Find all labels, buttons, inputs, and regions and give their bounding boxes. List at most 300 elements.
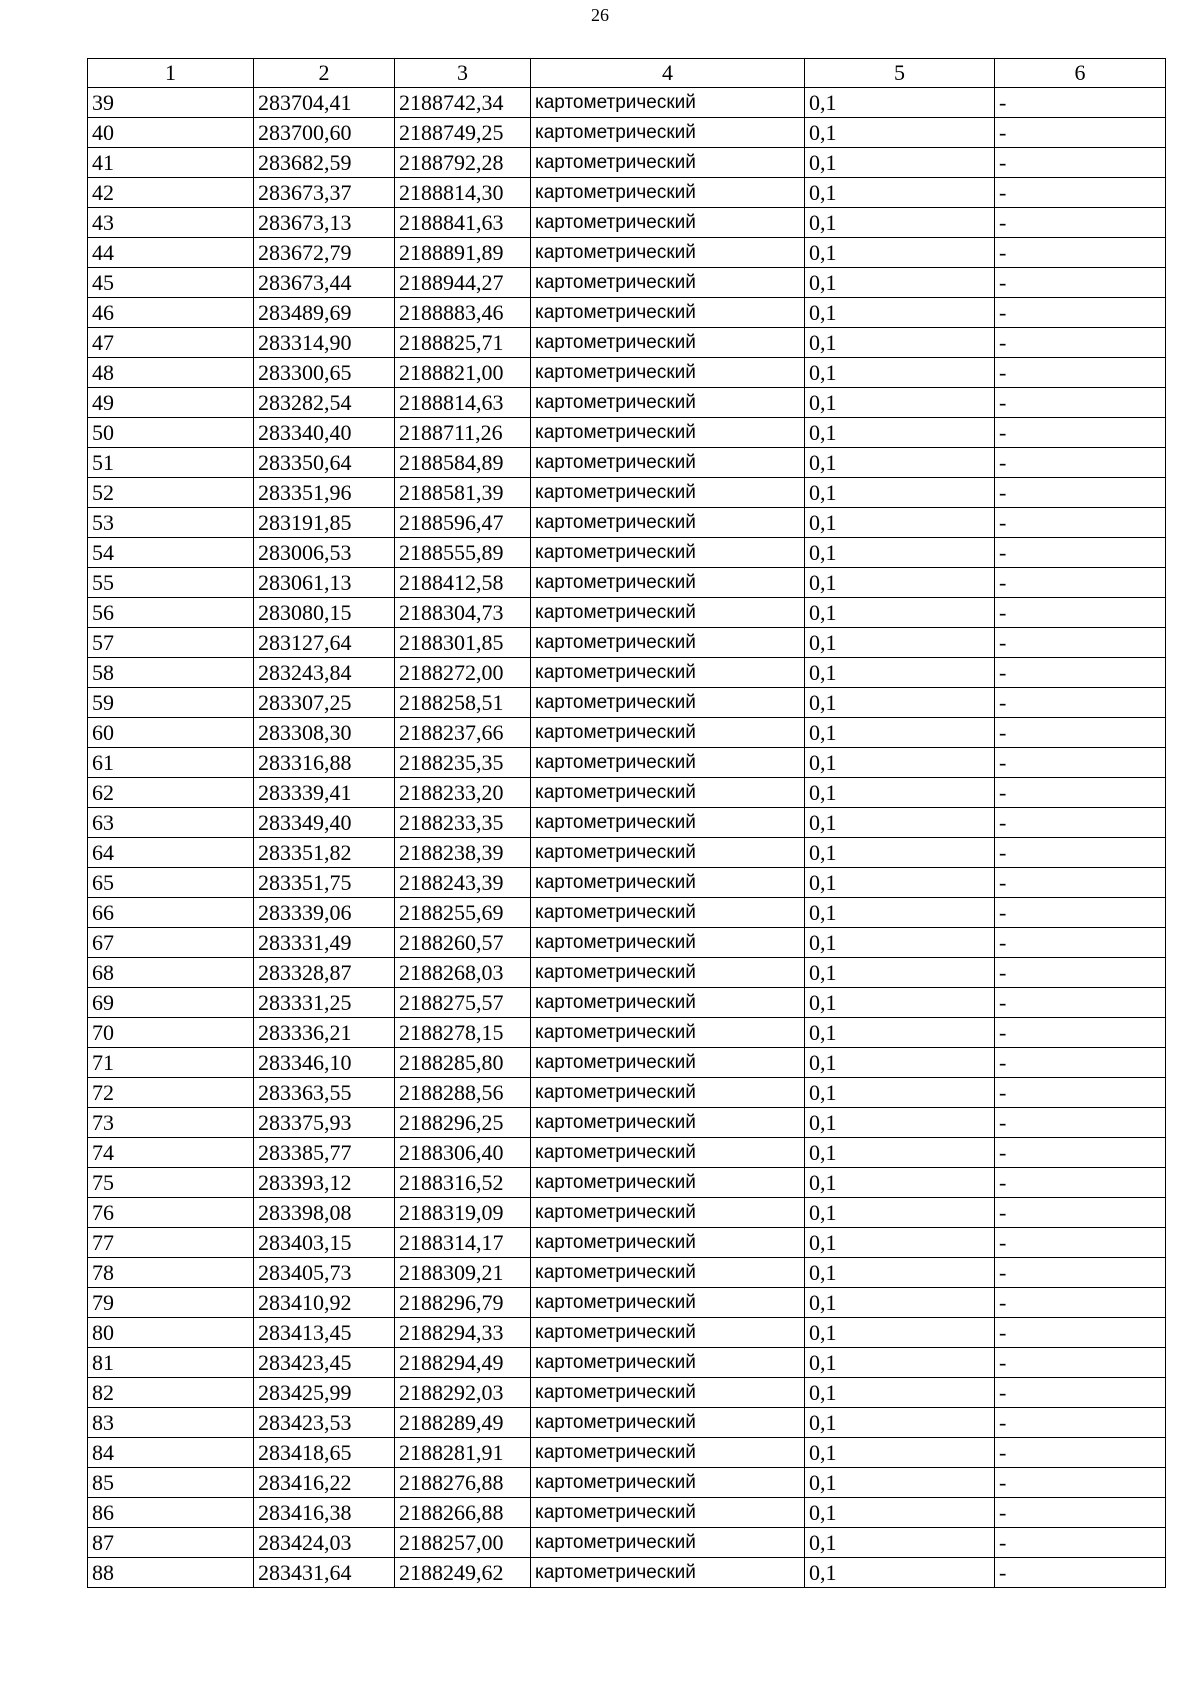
- cell-note: -: [995, 1048, 1166, 1078]
- cell-y-coordinate: 2188841,63: [395, 208, 531, 238]
- cell-point-number: 83: [88, 1408, 254, 1438]
- cell-accuracy: 0,1: [805, 1438, 995, 1468]
- cell-accuracy: 0,1: [805, 688, 995, 718]
- cell-accuracy: 0,1: [805, 988, 995, 1018]
- cell-y-coordinate: 2188243,39: [395, 868, 531, 898]
- cell-y-coordinate: 2188304,73: [395, 598, 531, 628]
- cell-point-number: 66: [88, 898, 254, 928]
- table-row: [88, 1138, 1166, 1168]
- cell-accuracy: 0,1: [805, 1108, 995, 1138]
- cell-note: -: [995, 1228, 1166, 1258]
- cell-x-coordinate: 283363,55: [254, 1078, 395, 1108]
- cell-x-coordinate: 283308,30: [254, 718, 395, 748]
- cell-x-coordinate: 283385,77: [254, 1138, 395, 1168]
- table-row: [88, 898, 1166, 928]
- cell-note: -: [995, 1258, 1166, 1288]
- cell-y-coordinate: 2188235,35: [395, 748, 531, 778]
- cell-note: -: [995, 1438, 1166, 1468]
- cell-method: картометрический: [531, 388, 805, 418]
- cell-method: картометрический: [531, 568, 805, 598]
- cell-y-coordinate: 2188296,79: [395, 1288, 531, 1318]
- cell-note: -: [995, 1498, 1166, 1528]
- cell-note: -: [995, 748, 1166, 778]
- cell-point-number: 69: [88, 988, 254, 1018]
- cell-accuracy: 0,1: [805, 208, 995, 238]
- cell-accuracy: 0,1: [805, 88, 995, 118]
- cell-x-coordinate: 283351,82: [254, 838, 395, 868]
- cell-method: картометрический: [531, 958, 805, 988]
- cell-method: картометрический: [531, 508, 805, 538]
- cell-method: картометрический: [531, 898, 805, 928]
- cell-x-coordinate: 283340,40: [254, 418, 395, 448]
- cell-point-number: 85: [88, 1468, 254, 1498]
- cell-note: -: [995, 988, 1166, 1018]
- cell-y-coordinate: 2188301,85: [395, 628, 531, 658]
- cell-point-number: 44: [88, 238, 254, 268]
- cell-method: картометрический: [531, 1528, 805, 1558]
- cell-x-coordinate: 283243,84: [254, 658, 395, 688]
- cell-y-coordinate: 2188749,25: [395, 118, 531, 148]
- table-row: [88, 88, 1166, 118]
- table-row: [88, 1228, 1166, 1258]
- cell-point-number: 39: [88, 88, 254, 118]
- cell-method: картометрический: [531, 1258, 805, 1288]
- cell-note: -: [995, 658, 1166, 688]
- cell-y-coordinate: 2188412,58: [395, 568, 531, 598]
- cell-method: картометрический: [531, 1228, 805, 1258]
- cell-note: -: [995, 298, 1166, 328]
- cell-x-coordinate: 283346,10: [254, 1048, 395, 1078]
- table-row: [88, 748, 1166, 778]
- cell-note: -: [995, 808, 1166, 838]
- cell-x-coordinate: 283339,41: [254, 778, 395, 808]
- cell-y-coordinate: 2188289,49: [395, 1408, 531, 1438]
- cell-point-number: 56: [88, 598, 254, 628]
- cell-x-coordinate: 283673,44: [254, 268, 395, 298]
- cell-x-coordinate: 283410,92: [254, 1288, 395, 1318]
- cell-x-coordinate: 283416,22: [254, 1468, 395, 1498]
- cell-accuracy: 0,1: [805, 118, 995, 148]
- cell-note: -: [995, 118, 1166, 148]
- cell-point-number: 43: [88, 208, 254, 238]
- cell-point-number: 53: [88, 508, 254, 538]
- table-row: [88, 148, 1166, 178]
- cell-x-coordinate: 283331,49: [254, 928, 395, 958]
- table-row: [88, 628, 1166, 658]
- cell-note: -: [995, 1138, 1166, 1168]
- cell-x-coordinate: 283351,96: [254, 478, 395, 508]
- cell-method: картометрический: [531, 1468, 805, 1498]
- cell-point-number: 59: [88, 688, 254, 718]
- cell-point-number: 51: [88, 448, 254, 478]
- cell-y-coordinate: 2188276,88: [395, 1468, 531, 1498]
- cell-x-coordinate: 283328,87: [254, 958, 395, 988]
- column-header-2: 2: [254, 59, 395, 88]
- cell-note: -: [995, 508, 1166, 538]
- cell-method: картометрический: [531, 268, 805, 298]
- cell-x-coordinate: 283424,03: [254, 1528, 395, 1558]
- cell-accuracy: 0,1: [805, 778, 995, 808]
- cell-y-coordinate: 2188296,25: [395, 1108, 531, 1138]
- cell-point-number: 42: [88, 178, 254, 208]
- cell-method: картометрический: [531, 1048, 805, 1078]
- column-header-1: 1: [88, 59, 254, 88]
- cell-method: картометрический: [531, 1438, 805, 1468]
- cell-point-number: 76: [88, 1198, 254, 1228]
- cell-note: -: [995, 178, 1166, 208]
- cell-x-coordinate: 283418,65: [254, 1438, 395, 1468]
- cell-method: картометрический: [531, 1378, 805, 1408]
- cell-point-number: 86: [88, 1498, 254, 1528]
- cell-accuracy: 0,1: [805, 1228, 995, 1258]
- cell-accuracy: 0,1: [805, 1528, 995, 1558]
- cell-y-coordinate: 2188814,63: [395, 388, 531, 418]
- cell-y-coordinate: 2188260,57: [395, 928, 531, 958]
- cell-y-coordinate: 2188278,15: [395, 1018, 531, 1048]
- cell-note: -: [995, 418, 1166, 448]
- cell-point-number: 46: [88, 298, 254, 328]
- cell-x-coordinate: 283673,37: [254, 178, 395, 208]
- cell-accuracy: 0,1: [805, 838, 995, 868]
- table-row: [88, 958, 1166, 988]
- cell-accuracy: 0,1: [805, 898, 995, 928]
- cell-accuracy: 0,1: [805, 1048, 995, 1078]
- cell-point-number: 63: [88, 808, 254, 838]
- cell-note: -: [995, 1318, 1166, 1348]
- cell-accuracy: 0,1: [805, 178, 995, 208]
- cell-method: картометрический: [531, 358, 805, 388]
- cell-point-number: 72: [88, 1078, 254, 1108]
- table-row: [88, 448, 1166, 478]
- cell-x-coordinate: 283700,60: [254, 118, 395, 148]
- cell-point-number: 84: [88, 1438, 254, 1468]
- cell-x-coordinate: 283336,21: [254, 1018, 395, 1048]
- cell-method: картометрический: [531, 928, 805, 958]
- cell-point-number: 45: [88, 268, 254, 298]
- cell-x-coordinate: 283672,79: [254, 238, 395, 268]
- cell-y-coordinate: 2188584,89: [395, 448, 531, 478]
- column-header-3: 3: [395, 59, 531, 88]
- cell-y-coordinate: 2188814,30: [395, 178, 531, 208]
- table-row: [88, 178, 1166, 208]
- cell-x-coordinate: 283425,99: [254, 1378, 395, 1408]
- cell-y-coordinate: 2188292,03: [395, 1378, 531, 1408]
- cell-x-coordinate: 283349,40: [254, 808, 395, 838]
- table-row: [88, 1378, 1166, 1408]
- table-row: [88, 688, 1166, 718]
- column-header-5: 5: [805, 59, 995, 88]
- cell-point-number: 57: [88, 628, 254, 658]
- cell-method: картометрический: [531, 178, 805, 208]
- cell-accuracy: 0,1: [805, 1348, 995, 1378]
- cell-accuracy: 0,1: [805, 1078, 995, 1108]
- cell-accuracy: 0,1: [805, 1018, 995, 1048]
- cell-y-coordinate: 2188891,89: [395, 238, 531, 268]
- table-row: [88, 208, 1166, 238]
- cell-note: -: [995, 328, 1166, 358]
- cell-note: -: [995, 1468, 1166, 1498]
- cell-note: -: [995, 358, 1166, 388]
- cell-x-coordinate: 283403,15: [254, 1228, 395, 1258]
- cell-note: -: [995, 1288, 1166, 1318]
- cell-method: картометрический: [531, 1168, 805, 1198]
- cell-method: картометрический: [531, 688, 805, 718]
- cell-note: -: [995, 718, 1166, 748]
- cell-note: -: [995, 898, 1166, 928]
- cell-point-number: 64: [88, 838, 254, 868]
- table-body: [88, 88, 1166, 1588]
- cell-accuracy: 0,1: [805, 1318, 995, 1348]
- cell-method: картометрический: [531, 1198, 805, 1228]
- cell-point-number: 62: [88, 778, 254, 808]
- cell-x-coordinate: 283423,45: [254, 1348, 395, 1378]
- cell-accuracy: 0,1: [805, 538, 995, 568]
- cell-point-number: 58: [88, 658, 254, 688]
- cell-accuracy: 0,1: [805, 328, 995, 358]
- cell-method: картометрический: [531, 418, 805, 448]
- cell-method: картометрический: [531, 1558, 805, 1588]
- cell-note: -: [995, 238, 1166, 268]
- cell-x-coordinate: 283673,13: [254, 208, 395, 238]
- cell-point-number: 87: [88, 1528, 254, 1558]
- cell-method: картометрический: [531, 1318, 805, 1348]
- column-header-4: 4: [531, 59, 805, 88]
- cell-method: картометрический: [531, 538, 805, 568]
- cell-point-number: 52: [88, 478, 254, 508]
- column-header-6: 6: [995, 59, 1166, 88]
- table-row: [88, 418, 1166, 448]
- cell-point-number: 77: [88, 1228, 254, 1258]
- cell-note: -: [995, 778, 1166, 808]
- cell-point-number: 82: [88, 1378, 254, 1408]
- cell-y-coordinate: 2188272,00: [395, 658, 531, 688]
- cell-x-coordinate: 283375,93: [254, 1108, 395, 1138]
- table-row: [88, 1528, 1166, 1558]
- cell-x-coordinate: 283300,65: [254, 358, 395, 388]
- cell-accuracy: 0,1: [805, 748, 995, 778]
- cell-x-coordinate: 283350,64: [254, 448, 395, 478]
- cell-accuracy: 0,1: [805, 868, 995, 898]
- cell-accuracy: 0,1: [805, 1258, 995, 1288]
- cell-point-number: 79: [88, 1288, 254, 1318]
- cell-x-coordinate: 283006,53: [254, 538, 395, 568]
- table-row: [88, 298, 1166, 328]
- cell-accuracy: 0,1: [805, 1498, 995, 1528]
- cell-x-coordinate: 283307,25: [254, 688, 395, 718]
- cell-method: картометрический: [531, 838, 805, 868]
- cell-accuracy: 0,1: [805, 1378, 995, 1408]
- table-row: [88, 538, 1166, 568]
- cell-y-coordinate: 2188288,56: [395, 1078, 531, 1108]
- cell-point-number: 60: [88, 718, 254, 748]
- cell-method: картометрический: [531, 808, 805, 838]
- cell-point-number: 55: [88, 568, 254, 598]
- table-row: [88, 1348, 1166, 1378]
- cell-point-number: 54: [88, 538, 254, 568]
- cell-point-number: 65: [88, 868, 254, 898]
- table-row: [88, 328, 1166, 358]
- cell-x-coordinate: 283704,41: [254, 88, 395, 118]
- table-row: [88, 508, 1166, 538]
- table-row: [88, 1318, 1166, 1348]
- cell-y-coordinate: 2188257,00: [395, 1528, 531, 1558]
- cell-note: -: [995, 88, 1166, 118]
- cell-y-coordinate: 2188581,39: [395, 478, 531, 508]
- cell-accuracy: 0,1: [805, 448, 995, 478]
- cell-accuracy: 0,1: [805, 718, 995, 748]
- cell-accuracy: 0,1: [805, 1288, 995, 1318]
- cell-method: картометрический: [531, 118, 805, 148]
- table-row: [88, 1168, 1166, 1198]
- cell-note: -: [995, 568, 1166, 598]
- cell-x-coordinate: 283431,64: [254, 1558, 395, 1588]
- cell-point-number: 88: [88, 1558, 254, 1588]
- cell-note: -: [995, 1558, 1166, 1588]
- cell-point-number: 78: [88, 1258, 254, 1288]
- cell-accuracy: 0,1: [805, 1198, 995, 1228]
- cell-x-coordinate: 283682,59: [254, 148, 395, 178]
- cell-note: -: [995, 868, 1166, 898]
- cell-point-number: 47: [88, 328, 254, 358]
- cell-note: -: [995, 928, 1166, 958]
- table-row: [88, 868, 1166, 898]
- cell-point-number: 75: [88, 1168, 254, 1198]
- cell-x-coordinate: 283413,45: [254, 1318, 395, 1348]
- table-row: [88, 598, 1166, 628]
- cell-accuracy: 0,1: [805, 1468, 995, 1498]
- cell-point-number: 71: [88, 1048, 254, 1078]
- cell-method: картометрический: [531, 298, 805, 328]
- cell-y-coordinate: 2188316,52: [395, 1168, 531, 1198]
- cell-accuracy: 0,1: [805, 1168, 995, 1198]
- cell-note: -: [995, 1348, 1166, 1378]
- cell-method: картометрический: [531, 598, 805, 628]
- cell-method: картометрический: [531, 148, 805, 178]
- cell-note: -: [995, 628, 1166, 658]
- cell-note: -: [995, 388, 1166, 418]
- cell-accuracy: 0,1: [805, 628, 995, 658]
- cell-y-coordinate: 2188306,40: [395, 1138, 531, 1168]
- cell-note: -: [995, 598, 1166, 628]
- table-row: [88, 1258, 1166, 1288]
- cell-x-coordinate: 283314,90: [254, 328, 395, 358]
- coordinates-table: [87, 58, 1166, 1588]
- table-row: [88, 988, 1166, 1018]
- cell-note: -: [995, 268, 1166, 298]
- cell-note: -: [995, 1378, 1166, 1408]
- cell-y-coordinate: 2188314,17: [395, 1228, 531, 1258]
- table-row: [88, 1438, 1166, 1468]
- cell-point-number: 70: [88, 1018, 254, 1048]
- cell-y-coordinate: 2188233,35: [395, 808, 531, 838]
- cell-method: картометрический: [531, 748, 805, 778]
- cell-method: картометрический: [531, 448, 805, 478]
- cell-point-number: 67: [88, 928, 254, 958]
- table-row: [88, 568, 1166, 598]
- table-row: [88, 1408, 1166, 1438]
- cell-y-coordinate: 2188255,69: [395, 898, 531, 928]
- cell-note: -: [995, 1078, 1166, 1108]
- cell-y-coordinate: 2188319,09: [395, 1198, 531, 1228]
- cell-accuracy: 0,1: [805, 478, 995, 508]
- cell-accuracy: 0,1: [805, 598, 995, 628]
- cell-note: -: [995, 448, 1166, 478]
- cell-x-coordinate: 283339,06: [254, 898, 395, 928]
- cell-y-coordinate: 2188266,88: [395, 1498, 531, 1528]
- table-row: [88, 478, 1166, 508]
- cell-y-coordinate: 2188294,49: [395, 1348, 531, 1378]
- table-row: [88, 1048, 1166, 1078]
- cell-note: -: [995, 838, 1166, 868]
- cell-accuracy: 0,1: [805, 268, 995, 298]
- table-row: [88, 118, 1166, 148]
- cell-x-coordinate: 283398,08: [254, 1198, 395, 1228]
- cell-note: -: [995, 1108, 1166, 1138]
- cell-method: картометрический: [531, 658, 805, 688]
- cell-accuracy: 0,1: [805, 148, 995, 178]
- table-row: [88, 1078, 1166, 1108]
- cell-y-coordinate: 2188237,66: [395, 718, 531, 748]
- table-row: [88, 838, 1166, 868]
- cell-y-coordinate: 2188596,47: [395, 508, 531, 538]
- cell-note: -: [995, 688, 1166, 718]
- cell-accuracy: 0,1: [805, 298, 995, 328]
- table-row: [88, 1108, 1166, 1138]
- cell-method: картометрический: [531, 478, 805, 508]
- cell-y-coordinate: 2188281,91: [395, 1438, 531, 1468]
- cell-y-coordinate: 2188268,03: [395, 958, 531, 988]
- cell-x-coordinate: 283393,12: [254, 1168, 395, 1198]
- header-row: [88, 59, 1166, 88]
- cell-point-number: 73: [88, 1108, 254, 1138]
- cell-point-number: 49: [88, 388, 254, 418]
- cell-method: картометрический: [531, 1498, 805, 1528]
- cell-y-coordinate: 2188825,71: [395, 328, 531, 358]
- cell-point-number: 48: [88, 358, 254, 388]
- table-row: [88, 388, 1166, 418]
- cell-y-coordinate: 2188233,20: [395, 778, 531, 808]
- cell-note: -: [995, 208, 1166, 238]
- cell-method: картометрический: [531, 988, 805, 1018]
- cell-method: картометрический: [531, 628, 805, 658]
- cell-note: -: [995, 1198, 1166, 1228]
- table-row: [88, 268, 1166, 298]
- cell-x-coordinate: 283423,53: [254, 1408, 395, 1438]
- table-row: [88, 1558, 1166, 1588]
- table-row: [88, 658, 1166, 688]
- cell-y-coordinate: 2188821,00: [395, 358, 531, 388]
- cell-point-number: 68: [88, 958, 254, 988]
- cell-note: -: [995, 1168, 1166, 1198]
- cell-method: картометрический: [531, 238, 805, 268]
- cell-method: картометрический: [531, 868, 805, 898]
- cell-accuracy: 0,1: [805, 1558, 995, 1588]
- cell-y-coordinate: 2188285,80: [395, 1048, 531, 1078]
- cell-accuracy: 0,1: [805, 568, 995, 598]
- cell-method: картометрический: [531, 328, 805, 358]
- cell-y-coordinate: 2188294,33: [395, 1318, 531, 1348]
- cell-accuracy: 0,1: [805, 808, 995, 838]
- table-row: [88, 928, 1166, 958]
- cell-x-coordinate: 283282,54: [254, 388, 395, 418]
- cell-accuracy: 0,1: [805, 928, 995, 958]
- cell-method: картометрический: [531, 208, 805, 238]
- cell-point-number: 50: [88, 418, 254, 448]
- cell-x-coordinate: 283316,88: [254, 748, 395, 778]
- cell-note: -: [995, 478, 1166, 508]
- cell-x-coordinate: 283061,13: [254, 568, 395, 598]
- cell-note: -: [995, 1018, 1166, 1048]
